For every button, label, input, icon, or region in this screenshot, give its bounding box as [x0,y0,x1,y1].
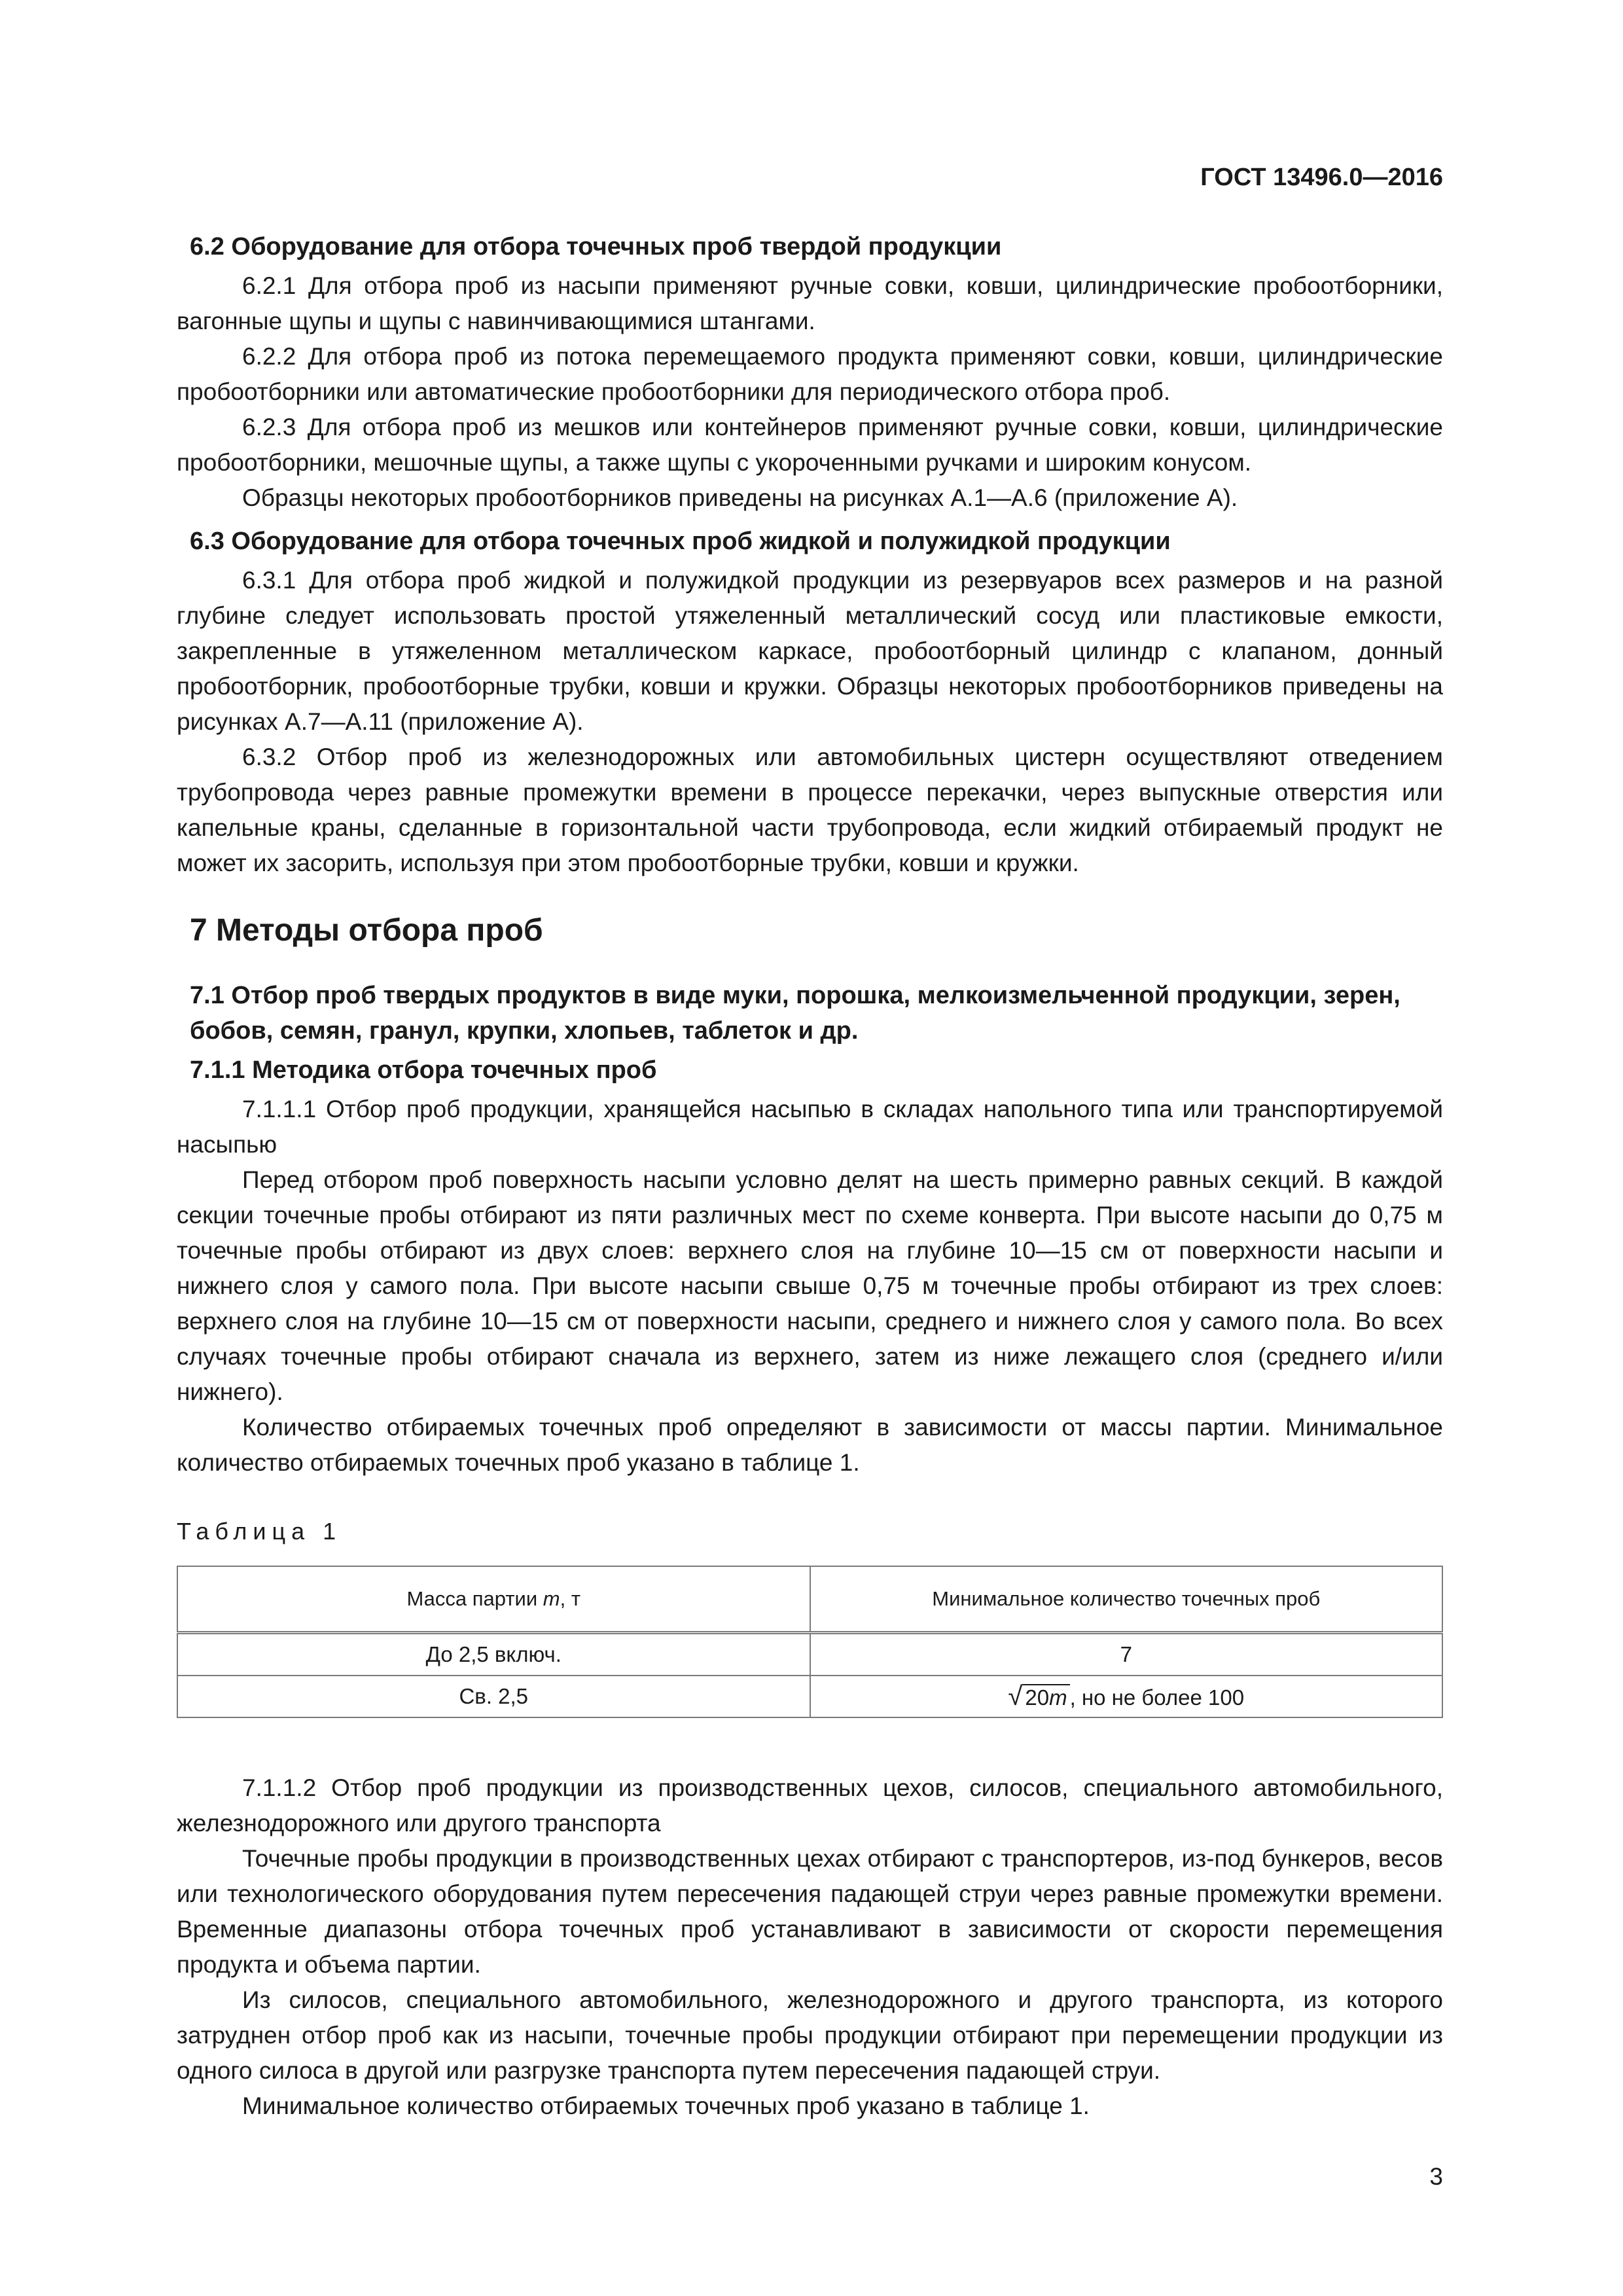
section-6-3-title: 6.3 Оборудование для отбора точечных проб жидкой и полужидкой продукции [190,528,1171,555]
paragraph-6-3-2: 6.3.2 Отбор проб из железнодорожных или автомобильных цистерн осуществляют отведением трубопровода через равные промежутки времени в процессе перекачки, через выпускные отверстия или капельные краны, сделанные в горизонтальной части трубопровода, если жидкий отбираемый продукт не может их засорить, используя при этом пробоотборные трубки, ковши и кружки. [177,744,1443,876]
section-7-1-1-title: 7.1.1 Методика отбора точечных проб [190,1056,657,1084]
paragraph-7-1-1-1: 7.1.1.1 Отбор проб продукции, хранящейся насыпью в складах напольного типа или транспортируемой насыпью [177,1096,1443,1158]
table-cell-count: √ 20m , но не более 100 [810,1676,1443,1717]
paragraph-7-1-1-1-method: Перед отбором проб поверхность насыпи условно делят на шесть примерно равных секций. В каждой секции точечные пробы отбирают из пяти различных мест по схеме конверта. При высоте насыпи до 0,75 м точечные пробы отбирают из двух слоев: верхнего слоя на глубине 10—15 см от поверхности насыпи и нижнего слоя у самого пола. При высоте насыпи свыше 0,75 м точечные пробы отбирают из трех слоев: верхнего слоя на глубине 10—15 см от поверхности насыпи, среднего и нижнего слоя у самого пола. Во всех случаях точечные пробы отбирают сначала из верхнего, затем из ниже лежащего слоя (среднего и/или нижнего). [177,1166,1443,1405]
paragraph-7-1-1-2: 7.1.1.2 Отбор проб продукции из производственных цехов, силосов, специального автомобильного, железнодорожного или другого транспорта [177,1774,1443,1837]
table-row [177,1633,1442,1676]
section-7-1-title: 7.1 Отбор проб твердых продуктов в виде муки, порошка, мелкоизмельченной продукции, зерен, бобов, семян, гранул, крупки, хлопьев, таблеток и др. [190,982,1400,1045]
paragraph-6-2-1: 6.2.1 Для отбора проб из насыпи применяют ручные совки, ковши, цилиндрические пробоотборники, вагонные щупы и щупы с навинчивающимися штангами. [177,272,1443,334]
table-header-row [177,1566,1442,1633]
document-body [177,229,1443,2124]
paragraph-7-1-1-2-workshops: Точечные пробы продукции в производственных цехах отбирают с транспортеров, из-под бункеров, весов или технологического оборудования путем пересечения падающей струи через равные промежутки времени. Временные диапазоны отбора точечных проб устанавливают в зависимости от скорости перемещения продукта и объема партии. [177,1845,1443,1978]
table-cell-mass: До 2,5 включ. [177,1633,810,1676]
paragraph-6-2-3: 6.2.3 Для отбора проб из мешков или контейнеров применяют ручные совки, ковши, цилиндрические пробоотборники, мешочные щупы, а также щупы с укороченными ручками и широким конусом. [177,414,1443,476]
table-row [177,1676,1442,1717]
section-7-title: 7 Методы отбора проб [190,913,543,948]
paragraph-7-1-1-2-quantity: Минимальное количество отбираемых точечных проб указано в таблице 1. [242,2092,1090,2119]
table-cell-count: 7 [810,1633,1443,1676]
paragraph-6-3-1: 6.3.1 Для отбора проб жидкой и полужидкой продукции из резервуаров всех размеров и на разной глубине следует использовать простой утяжеленный металлический сосуд или пластиковые емкости, закрепленные в утяжеленном металлическом каркасе, пробоотборный цилиндр с клапаном, донный пробоотборник, пробоотборные трубки, ковши и кружки. Образцы некоторых пробоотборников приведены на рисунках А.7—А.11 (приложение А). [177,567,1443,735]
paragraph-7-1-1-2-silos: Из силосов, специального автомобильного, железнодорожного и другого транспорта, из которого затруднен отбор проб как из насыпи, точечные пробы продукции отбирают при перемещении продукции из одного силоса в другой или разгрузке транспорта путем пересечения падающей струи. [177,1986,1443,2084]
paragraph-6-2-samples: Образцы некоторых пробоотборников приведены на рисунках А.1—А.6 (приложение А). [242,484,1238,511]
table-1-caption: Таблица 1 [177,1518,342,1545]
paragraph-6-2-2: 6.2.2 Для отбора проб из потока перемещаемого продукта применяют совки, ковши, цилиндрические пробоотборники или автоматические пробоотборники для периодического отбора проб. [177,343,1443,405]
paragraph-7-1-1-1-quantity: Количество отбираемых точечных проб определяют в зависимости от массы партии. Минимальное количество отбираемых точечных проб указано в таблице 1. [177,1414,1443,1476]
document-header: ГОСТ 13496.0—2016 [1200,164,1443,191]
table-header-mass: Масса партии m, т [177,1566,810,1633]
table-header-min-count: Минимальное количество точечных проб [810,1566,1443,1633]
page-number: 3 [1429,2163,1443,2190]
table-cell-mass: Св. 2,5 [177,1676,810,1717]
section-6-2-title: 6.2 Оборудование для отбора точечных проб твердой продукции [190,233,1002,260]
table-1 [177,1566,1443,1718]
sqrt-formula: √ 20m [1008,1682,1069,1712]
